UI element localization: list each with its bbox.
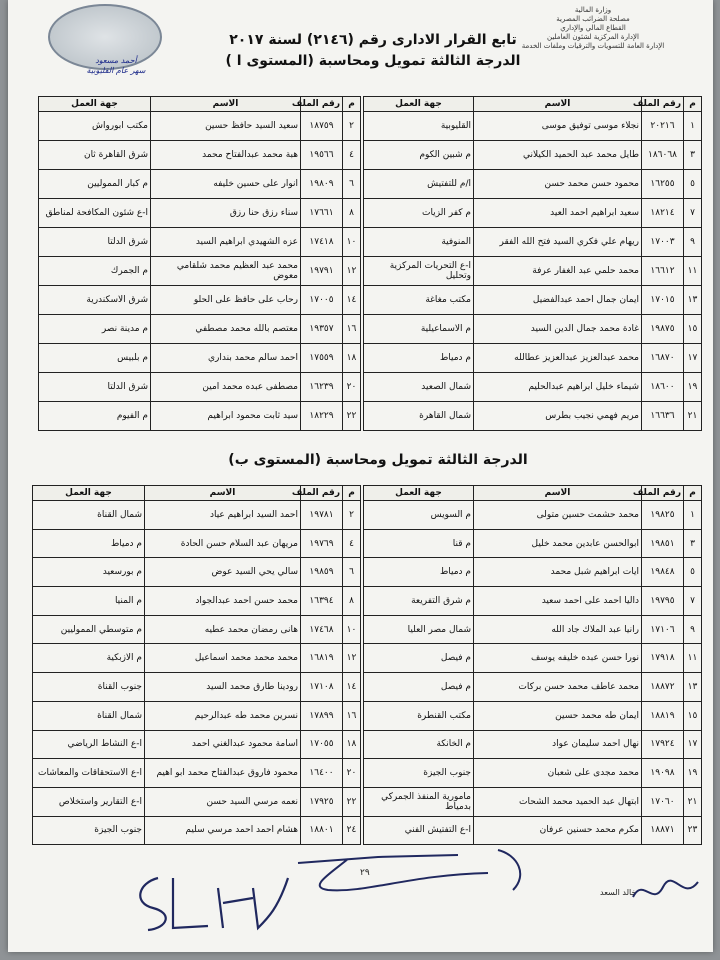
row-number: ٢٣ — [684, 816, 702, 845]
table-row — [39, 141, 361, 170]
row-number: ١٠ — [343, 228, 361, 257]
employee-name: محمد حشمت حسين متولى — [474, 501, 642, 530]
table-row — [364, 644, 702, 673]
work-location: م الجمرك — [39, 257, 151, 286]
col-header-num: م — [684, 486, 702, 501]
work-location: م الخانكة — [364, 730, 474, 759]
seal-signature-name: أحمد مسعود — [95, 56, 137, 65]
table-row — [39, 373, 361, 402]
col-header-num: م — [684, 97, 702, 112]
row-number: ١٤ — [343, 286, 361, 315]
row-number: ٢ — [343, 501, 361, 530]
employee-name: سيد ثابت محمود ابراهيم — [151, 402, 301, 431]
work-location: م فيصل — [364, 644, 474, 673]
table-row — [39, 402, 361, 431]
file-number: ١٧٤٦٨ — [301, 615, 343, 644]
col-header-id: رقم الملف — [301, 97, 343, 112]
row-number: ١٩ — [684, 759, 702, 788]
employee-name: عزه الشهيدي ابراهيم السيد — [151, 228, 301, 257]
file-number: ١٩٨٥١ — [642, 529, 684, 558]
row-number: ٢١ — [684, 787, 702, 816]
file-number: ١٩٨٤٨ — [642, 558, 684, 587]
row-number: ٢٠ — [343, 759, 361, 788]
table-row — [364, 730, 702, 759]
file-number: ١٩٨٢٥ — [642, 501, 684, 530]
file-number: ١٨٨١٩ — [642, 701, 684, 730]
ministry-line: وزارة المالية — [574, 6, 612, 14]
row-number: ١٠ — [343, 615, 361, 644]
employee-name: ايات ابراهيم شبل محمد — [474, 558, 642, 587]
row-number: ١٢ — [343, 644, 361, 673]
file-number: ١٧٠٥٥ — [301, 730, 343, 759]
col-header-num: م — [343, 97, 361, 112]
work-location: م شبين الكوم — [364, 141, 474, 170]
file-number: ١٧٥٥٩ — [301, 344, 343, 373]
table-row — [364, 257, 702, 286]
file-number: ١٧٦٦١ — [301, 199, 343, 228]
table-row — [364, 199, 702, 228]
row-number: ٦ — [343, 558, 361, 587]
file-number: ١٦٦٣٦ — [642, 402, 684, 431]
row-number: ٢٢ — [343, 787, 361, 816]
file-number: ١٦٤٠٠ — [301, 759, 343, 788]
table-row — [364, 787, 702, 816]
work-location: م كفر الزيات — [364, 199, 474, 228]
table-row — [364, 315, 702, 344]
table-row — [364, 112, 702, 141]
file-number: ١٧٠٠٣ — [642, 228, 684, 257]
file-number: ١٧٠٦٠ — [642, 787, 684, 816]
employee-name: مريم فهمي نجيب بطرس — [474, 402, 642, 431]
table-row — [39, 199, 361, 228]
table-row — [364, 286, 702, 315]
ministry-line: الإدارة المركزية لشئون العاملين — [547, 33, 639, 41]
work-location: ا-ع النشاط الرياضي — [33, 730, 145, 759]
file-number: ١٩٨٠٩ — [301, 170, 343, 199]
file-number: ١٦٢٥٥ — [642, 170, 684, 199]
work-location: شرق الاسكندرية — [39, 286, 151, 315]
col-header-loc: جهة العمل — [364, 486, 474, 501]
work-location: ا-ع التفتيش الفني — [364, 816, 474, 845]
row-number: ١٨ — [343, 730, 361, 759]
work-location: ا/م للتفتيش — [364, 170, 474, 199]
level-a-title: الدرجة الثالثة تمويل ومحاسبة (المستوى ا ) — [225, 53, 521, 69]
col-header-num: م — [343, 486, 361, 501]
row-number: ٨ — [343, 199, 361, 228]
file-number: ١٩٥٦٦ — [301, 141, 343, 170]
file-number: ١٦٨٧٠ — [642, 344, 684, 373]
employee-name: نسرين محمد طه عبدالرحيم — [145, 701, 301, 730]
file-number: ١٧٤١٨ — [301, 228, 343, 257]
col-header-name: الاسم — [151, 97, 301, 112]
file-number: ١٧٩٢٤ — [642, 730, 684, 759]
work-location: شمال القاهرة — [364, 402, 474, 431]
work-location: مامورية المنفذ الجمركي بدمياط — [364, 787, 474, 816]
table-row — [364, 141, 702, 170]
employee-name: مصطفى عبده محمد امين — [151, 373, 301, 402]
row-number: ١٧ — [684, 730, 702, 759]
level-a-left-table — [38, 96, 361, 431]
row-number: ١٥ — [684, 315, 702, 344]
table-row — [33, 644, 361, 673]
work-location: م الازبكية — [33, 644, 145, 673]
row-number: ١١ — [684, 257, 702, 286]
file-number: ١٨٦٠٦٨ — [642, 141, 684, 170]
work-location: م الاسماعيلية — [364, 315, 474, 344]
employee-name: هبة محمد عبدالفتاح محمد — [151, 141, 301, 170]
row-number: ٨ — [343, 587, 361, 616]
row-number: ١٥ — [684, 701, 702, 730]
decision-title: تابع القرار الادارى رقم (٢١٤٦) لسنة ٢٠١٧ — [229, 32, 517, 48]
table-header-row — [364, 97, 702, 112]
employee-name: محمد مجدى على شعبان — [474, 759, 642, 788]
work-location: م متوسطي المموليين — [33, 615, 145, 644]
table-row — [364, 228, 702, 257]
row-number: ١٨ — [343, 344, 361, 373]
work-location: مكتب مغاغة — [364, 286, 474, 315]
work-location: شرق الدلتا — [39, 373, 151, 402]
employee-name: محمد حسن احمد عبدالجواد — [145, 587, 301, 616]
employee-name: ايمان جمال احمد عبدالفضيل — [474, 286, 642, 315]
employee-name: نهال احمد سليمان عواد — [474, 730, 642, 759]
row-number: ٩ — [684, 615, 702, 644]
employee-name: سعيد السيد حافظ حسين — [151, 112, 301, 141]
table-row — [364, 701, 702, 730]
file-number: ١٩٠٩٨ — [642, 759, 684, 788]
work-location: م الفيوم — [39, 402, 151, 431]
work-location: شرق القاهرة ثان — [39, 141, 151, 170]
file-number: ١٧٩٢٥ — [301, 787, 343, 816]
level-a-right-table — [363, 96, 702, 431]
file-number: ٢٠٢١٦ — [642, 112, 684, 141]
work-location: شمال مصر العليا — [364, 615, 474, 644]
table-row — [33, 701, 361, 730]
file-number: ١٦٨١٩ — [301, 644, 343, 673]
file-number: ١٧٨٩٩ — [301, 701, 343, 730]
file-number: ١٦٣٩٤ — [301, 587, 343, 616]
employee-name: ايمان طه محمد حسين — [474, 701, 642, 730]
file-number: ١٧٩١٨ — [642, 644, 684, 673]
work-location: جنوب الجيزة — [364, 759, 474, 788]
col-header-id: رقم الملف — [642, 486, 684, 501]
employee-name: مريهان عبد السلام حسن الحادة — [145, 529, 301, 558]
work-location: م فيصل — [364, 673, 474, 702]
file-number: ١٧٠١٥ — [642, 286, 684, 315]
table-row — [39, 257, 361, 286]
work-location: م بورسعيد — [33, 558, 145, 587]
signature-middle — [288, 845, 548, 905]
table-header-row — [39, 97, 361, 112]
employee-name: محمد حلمي عبد الغفار عرفة — [474, 257, 642, 286]
file-number: ١٨٨٠١ — [301, 816, 343, 845]
work-location: م قنا — [364, 529, 474, 558]
file-number: ١٧١٠٦ — [642, 615, 684, 644]
col-header-name: الاسم — [474, 486, 642, 501]
table-row — [33, 816, 361, 845]
col-header-name: الاسم — [474, 97, 642, 112]
employee-name: ابوالحسن عابدين محمد خليل — [474, 529, 642, 558]
work-location: م دمياط — [33, 529, 145, 558]
table-row — [33, 787, 361, 816]
file-number: ١٩٨٥٩ — [301, 558, 343, 587]
employee-name: نجلاء موسى توفيق موسى — [474, 112, 642, 141]
file-number: ١٩٧٩٥ — [642, 587, 684, 616]
table-header-row — [364, 486, 702, 501]
file-number: ١٦٦١٢ — [642, 257, 684, 286]
employee-name: محمد عاطف محمد حسن بركات — [474, 673, 642, 702]
row-number: ٩ — [684, 228, 702, 257]
row-number: ١٣ — [684, 286, 702, 315]
work-location: ا-ع الاستحقاقات والمعاشات — [33, 759, 145, 788]
col-header-id: رقم الملف — [642, 97, 684, 112]
table-row — [364, 587, 702, 616]
work-location: م شرق التفريعة — [364, 587, 474, 616]
page-number: ٢٩ — [360, 868, 370, 878]
work-location: م دمياط — [364, 344, 474, 373]
table-row — [33, 759, 361, 788]
row-number: ٦ — [343, 170, 361, 199]
employee-name: نعمه مرسي السيد حسن — [145, 787, 301, 816]
file-number: ١٨٧٥٩ — [301, 112, 343, 141]
level-b-right-table — [363, 485, 702, 845]
file-number: ١٩٧٩١ — [301, 257, 343, 286]
file-number: ١٦٢٣٩ — [301, 373, 343, 402]
table-row — [364, 402, 702, 431]
row-number: ٢٤ — [343, 816, 361, 845]
employee-name: محمد عبدالعزيز عبدالعزيز عطالله — [474, 344, 642, 373]
employee-name: رحاب على حافظ على الحلو — [151, 286, 301, 315]
work-location: م مدينة نصر — [39, 315, 151, 344]
work-location: م بلبيس — [39, 344, 151, 373]
file-number: ١٨٨٧١ — [642, 816, 684, 845]
file-number: ١٧٠٠٥ — [301, 286, 343, 315]
file-number: ١٩٧٦٩ — [301, 529, 343, 558]
row-number: ١١ — [684, 644, 702, 673]
ministry-line: القطاع المالي والإداري — [560, 24, 626, 32]
work-location: شرق الدلتا — [39, 228, 151, 257]
row-number: ٢ — [343, 112, 361, 141]
table-row — [39, 315, 361, 344]
work-location: ا-ع شئون المكافحة لمناطق — [39, 199, 151, 228]
table-row — [364, 373, 702, 402]
col-header-loc: جهة العمل — [33, 486, 145, 501]
work-location: شمال القناة — [33, 701, 145, 730]
table-row — [33, 673, 361, 702]
table-row — [33, 615, 361, 644]
work-location: شمال القناة — [33, 501, 145, 530]
col-header-id: رقم الملف — [301, 486, 343, 501]
col-header-name: الاسم — [145, 486, 301, 501]
row-number: ١٦ — [343, 701, 361, 730]
table-row — [33, 730, 361, 759]
employee-name: احمد سالم محمد بنداري — [151, 344, 301, 373]
work-location: م كبار المموليين — [39, 170, 151, 199]
employee-name: معتصم بالله محمد مصطفي — [151, 315, 301, 344]
work-location: ا-ع التقارير واستخلاص — [33, 787, 145, 816]
employee-name: داليا احمد على احمد سعيد — [474, 587, 642, 616]
table-row — [364, 344, 702, 373]
employee-name: محمود حسن محمد حسن — [474, 170, 642, 199]
employee-name: ابتهال عبد الحميد محمد الشحات — [474, 787, 642, 816]
table-row — [364, 501, 702, 530]
file-number: ١٧١٠٨ — [301, 673, 343, 702]
row-number: ٢٠ — [343, 373, 361, 402]
row-number: ١٢ — [343, 257, 361, 286]
work-location: م المنيا — [33, 587, 145, 616]
table-row — [364, 615, 702, 644]
signature-right — [628, 872, 708, 912]
row-number: ٤ — [343, 529, 361, 558]
row-number: ١٧ — [684, 344, 702, 373]
col-header-loc: جهة العمل — [39, 97, 151, 112]
file-number: ١٨٦٠٠ — [642, 373, 684, 402]
row-number: ١ — [684, 112, 702, 141]
work-location: ا-ع التحريات المركزية وتحليل — [364, 257, 474, 286]
file-number: ١٨٨٧٢ — [642, 673, 684, 702]
employee-name: اسامة محمود عبدالغني احمد — [145, 730, 301, 759]
employee-name: سالي يحي السيد عوض — [145, 558, 301, 587]
table-row — [39, 344, 361, 373]
employee-name: مكرم محمد حسنين عرفان — [474, 816, 642, 845]
table-row — [39, 170, 361, 199]
table-row — [364, 759, 702, 788]
employee-name: هانى رمضان محمد عطيه — [145, 615, 301, 644]
row-number: ١٩ — [684, 373, 702, 402]
work-location: جنوب الجيزة — [33, 816, 145, 845]
file-number: ١٩٨٧٥ — [642, 315, 684, 344]
row-number: ٧ — [684, 199, 702, 228]
employee-name: محمد عبد العظيم محمد شلقامي معوض — [151, 257, 301, 286]
row-number: ٢١ — [684, 402, 702, 431]
row-number: ٧ — [684, 587, 702, 616]
row-number: ١٦ — [343, 315, 361, 344]
work-location: م دمياط — [364, 558, 474, 587]
employee-name: شيماء خليل ابراهيم عبدالحليم — [474, 373, 642, 402]
table-row — [33, 558, 361, 587]
employee-name: طايل محمد عبد الحميد الكيلاني — [474, 141, 642, 170]
file-number: ١٨٢١٤ — [642, 199, 684, 228]
work-location: م السويس — [364, 501, 474, 530]
work-location: شمال الصعيد — [364, 373, 474, 402]
row-number: ٢٢ — [343, 402, 361, 431]
ministry-line: مصلحة الضرائب المصرية — [556, 15, 630, 23]
level-b-title: الدرجة الثالثة تمويل ومحاسبة (المستوى ب) — [228, 452, 528, 468]
work-location: القليوبية — [364, 112, 474, 141]
table-row — [39, 286, 361, 315]
table-row — [364, 673, 702, 702]
document-page — [8, 0, 713, 952]
table-row — [364, 816, 702, 845]
employee-name: غادة محمد جمال الدين السيد — [474, 315, 642, 344]
table-row — [33, 587, 361, 616]
table-row — [364, 170, 702, 199]
col-header-loc: جهة العمل — [364, 97, 474, 112]
work-location: مكتب ابورواش — [39, 112, 151, 141]
employee-name: ريهام علي فكري السيد فتح الله الفقر — [474, 228, 642, 257]
row-number: ١ — [684, 501, 702, 530]
row-number: ١٤ — [343, 673, 361, 702]
row-number: ١٣ — [684, 673, 702, 702]
work-location: مكتب القنطرة — [364, 701, 474, 730]
table-row — [364, 529, 702, 558]
employee-name: رودينا طارق محمد السيد — [145, 673, 301, 702]
ministry-line: الإدارة العامة للتسويات والترقيات وملفات الخدمة — [521, 42, 665, 50]
table-header-row — [33, 486, 361, 501]
row-number: ٣ — [684, 529, 702, 558]
table-row — [33, 501, 361, 530]
file-number: ١٩٣٥٧ — [301, 315, 343, 344]
file-number: ١٩٧٨١ — [301, 501, 343, 530]
row-number: ٥ — [684, 170, 702, 199]
employee-name: احمد السيد ابراهيم عياد — [145, 501, 301, 530]
employee-name: محمد محمد محمد اسماعيل — [145, 644, 301, 673]
seal-signature-role: سهر عام القليوبية — [86, 66, 146, 75]
employee-name: رانيا عبد الملاك جاد الله — [474, 615, 642, 644]
table-row — [39, 228, 361, 257]
row-number: ٥ — [684, 558, 702, 587]
table-row — [364, 558, 702, 587]
employee-name: سعيد ابراهيم احمد العيد — [474, 199, 642, 228]
table-row — [39, 112, 361, 141]
employee-name: هشام احمد احمد مرسي سليم — [145, 816, 301, 845]
level-b-left-table — [32, 485, 361, 845]
table-row — [33, 529, 361, 558]
file-number: ١٨٢٢٩ — [301, 402, 343, 431]
signer-name: خالد السعد — [600, 888, 637, 897]
work-location: جنوب القناة — [33, 673, 145, 702]
employee-name: نورا حسن عبده خليفه يوسف — [474, 644, 642, 673]
employee-name: سناء رزق حنا رزق — [151, 199, 301, 228]
row-number: ٤ — [343, 141, 361, 170]
row-number: ٣ — [684, 141, 702, 170]
employee-name: محمود فاروق عبدالفتاح محمد ابو اهيم — [145, 759, 301, 788]
employee-name: انوار على حسين خليفه — [151, 170, 301, 199]
work-location: المنوفية — [364, 228, 474, 257]
